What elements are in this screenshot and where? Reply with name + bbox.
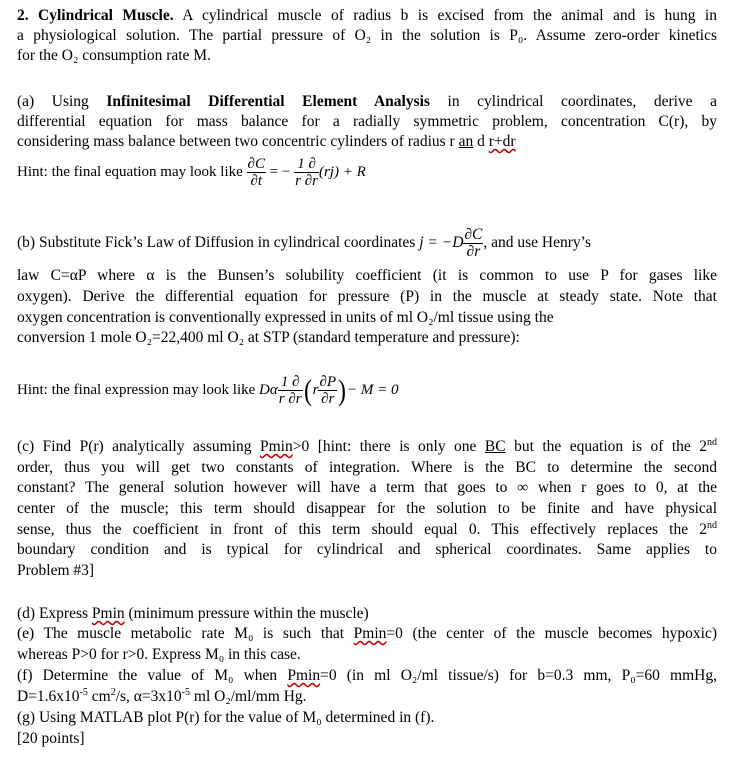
eq-b-tail: − M = 0 (347, 382, 399, 398)
problem-intro-line-3: for the O₂ consumption rate M. (17, 47, 211, 64)
part-b-line-4: oxygen concentration is conventionally expressed in units of ml O₂/ml tissue using the (17, 309, 554, 326)
part-e-line-2: whereas P>0 for r>0. Express M₀ in this case. (17, 646, 301, 663)
part-b-line-1: (b) Substitute Fick’s Law of Diffusion in cylindrical coordinates j = −D $\frac{\partial C}{\partial r}$ , and use Henry’s (17, 225, 592, 260)
part-a-line-3: considering mass balance between two concentric cylinders of radius r an d r+dr (17, 133, 516, 150)
part-g: (g) Using MATLAB plot P(r) for the value of M₀ determined in (f). (17, 709, 435, 726)
part-c-line-1: (c) Find P(r) analytically assuming Pmin>0 [hint: there is only one BC but the equation is of the 2nd (17, 436, 718, 455)
part-b-hint: Hint: the final expression may look like Dα $\frac{1 \partial}{r \partial r}$ (r $\frac{\partial P}{\partial r}$ )− M = 0 (17, 373, 399, 408)
part-b-line-5: conversion 1 mole O₂=22,400 ml O₂ at STP (standard temperature and pressure): (17, 329, 520, 346)
part-a-line-1: (a) Using Infinitesimal Differential Element Analysis in cylindrical coordinates, derive a (17, 93, 717, 110)
fick-flux: j = −D (419, 234, 464, 251)
part-c-line-4: center of the muscle; this term should disappear for the solution to be finite and have physical (17, 500, 717, 517)
part-c-line-7: Problem #3] (17, 562, 95, 579)
part-c-line-5: sense, thus the coefficient in front of this term should equal 0. This effectively replaces the 2nd (17, 519, 717, 538)
part-a-line-2: differential equation for mass balance for a radially symmetric problem, concentration C(r), by (17, 113, 717, 130)
part-b-hint-label: Hint: the final expression may look like (17, 382, 256, 398)
part-a-hint-label: Hint: the final equation may look like (17, 164, 243, 180)
problem-heading: 2. Cylindrical Muscle. (17, 7, 174, 24)
part-b-line-3: oxygen). Derive the differential equation for pressure (P) in the muscle at steady state. Note that (17, 288, 717, 305)
part-c-line-3: constant? The general solution however will have a term that goes to ∞ when r goes to 0, at the (17, 479, 717, 496)
part-f-line-1: (f) Determine the value of M₀ when Pmin=0 (in ml O₂/ml tissue/s) for b=0.3 mm, P₀=60 mmHg, (17, 667, 717, 684)
eq-one-over-r-d-dr: $\frac{1 \partial}{r \partial r}$ (295, 156, 318, 190)
part-a-hint (17, 153, 366, 191)
part-d: (d) Express Pmin (minimum pressure within the muscle) (17, 605, 369, 622)
part-b-line-2: law C=αP where α is the Bunsen’s solubility coefficient (it is common to use P for gases like (17, 267, 717, 284)
eq-dC-dt: $\frac{\partial C}{\partial t}$ (247, 156, 265, 190)
problem-intro-line-1: 2. Cylindrical Muscle. A cylindrical muscle of radius b is excised from the animal and is hung in (17, 7, 717, 24)
eq-equals-minus: = − (269, 164, 291, 180)
eq-tail: (rj) + R (318, 164, 366, 180)
eq-b-dP-dr: $\frac{\partial P}{\partial r}$ (319, 374, 337, 408)
part-c-line-6: boundary condition and is typical for cylindrical and spherical coordinates. Same applies to (17, 541, 717, 558)
part-f-line-2: $D=1.6x10^{-5}$ $cm^2/s$, $\alpha=3x10^{-5}$ ml O₂/ml/mm Hg. (17, 686, 307, 705)
part-e-line-1: (e) The muscle metabolic rate M₀ is such that Pmin=0 (the center of the muscle becomes hypoxic) (17, 625, 717, 642)
points-total: [20 points] (17, 730, 85, 747)
part-a-method: Infinitesimal Differential Element Analysis (106, 93, 430, 110)
part-c-line-2: order, thus you will get two constants of integration. Where is the BC to determine the second (17, 459, 717, 476)
problem-intro-line-2: a physiological solution. The partial pressure of O₂ in the solution is P₀. Assume zero-order kinetics (17, 27, 717, 44)
fick-dC-dr: $\frac{\partial C}{\partial r}$ (464, 225, 483, 260)
eq-b-one-over-r: $\frac{1 \partial}{r \partial r}$ (278, 374, 302, 408)
